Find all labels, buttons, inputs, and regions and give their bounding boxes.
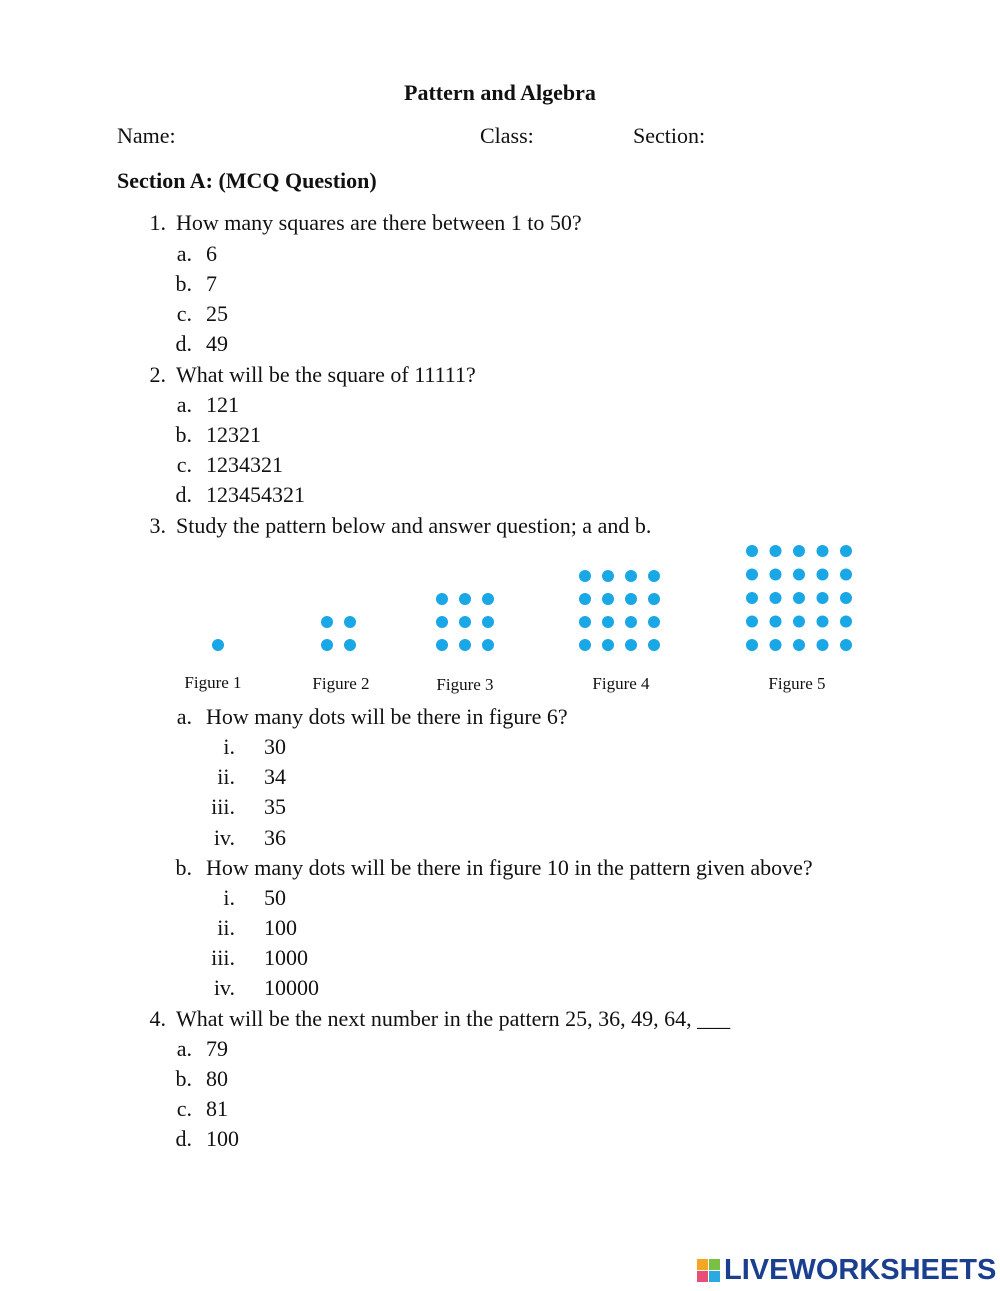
- pattern-dot: [840, 545, 852, 557]
- question-number: 4.: [149, 1006, 166, 1031]
- option-numeral: iii.: [211, 794, 235, 819]
- option-text[interactable]: 80: [206, 1066, 228, 1091]
- logo-text: LIVEWORKSHEETS: [724, 1253, 997, 1286]
- pattern-dot: [459, 639, 471, 651]
- pattern-dot: [436, 593, 448, 605]
- option-numeral: i.: [223, 885, 235, 910]
- pattern-dot: [840, 639, 852, 651]
- pattern-dot: [746, 616, 758, 628]
- question-text: What will be the next number in the pattern 25, 36, 49, 64, ___: [176, 1006, 731, 1031]
- option-letter: d.: [175, 331, 192, 356]
- figure-label: Figure 3: [436, 675, 494, 694]
- question-number: 3.: [149, 513, 166, 538]
- option-letter: d.: [175, 482, 192, 507]
- pattern-dot: [793, 569, 805, 581]
- option-letter: c.: [176, 301, 192, 326]
- pattern-dot: [840, 616, 852, 628]
- option-letter: b.: [175, 271, 192, 296]
- logo-block: [697, 1259, 708, 1270]
- figure-label: Figure 5: [768, 674, 826, 693]
- pattern-dot: [840, 569, 852, 581]
- pattern-dot: [817, 639, 829, 651]
- pattern-dot: [648, 639, 660, 651]
- logo-block: [709, 1259, 720, 1270]
- pattern-dot: [625, 593, 637, 605]
- pattern-dot: [746, 545, 758, 557]
- pattern-dot: [482, 639, 494, 651]
- option-text[interactable]: 35: [264, 794, 286, 819]
- pattern-dot: [602, 593, 614, 605]
- pattern-dot: [459, 616, 471, 628]
- pattern-dot: [793, 639, 805, 651]
- option-text[interactable]: 36: [264, 825, 286, 850]
- option-letter: b.: [175, 422, 192, 447]
- option-text[interactable]: 30: [264, 734, 286, 759]
- pattern-dot: [793, 545, 805, 557]
- pattern-dot: [579, 639, 591, 651]
- option-text[interactable]: 25: [206, 301, 228, 326]
- pattern-dot: [817, 545, 829, 557]
- pattern-dot: [344, 616, 356, 628]
- pattern-dot: [817, 569, 829, 581]
- figure-label: Figure 2: [312, 674, 370, 693]
- option-letter: b.: [175, 1066, 192, 1091]
- pattern-dot: [344, 639, 356, 651]
- subquestion-text: How many dots will be there in figure 6?: [206, 704, 568, 729]
- pattern-dot: [579, 616, 591, 628]
- question-number: 1.: [149, 210, 166, 235]
- pattern-dot: [746, 569, 758, 581]
- pattern-dot: [648, 593, 660, 605]
- pattern-dot: [321, 616, 333, 628]
- pattern-dot: [648, 616, 660, 628]
- option-text[interactable]: 7: [206, 271, 217, 296]
- subquestion-letter: b.: [175, 855, 192, 880]
- pattern-dot: [625, 570, 637, 582]
- pattern-dot: [746, 592, 758, 604]
- option-numeral: ii.: [217, 915, 235, 940]
- pattern-dot: [770, 592, 782, 604]
- option-letter: c.: [176, 1096, 192, 1121]
- option-text[interactable]: 1000: [264, 945, 308, 970]
- pattern-dot: [579, 593, 591, 605]
- option-letter: c.: [176, 452, 192, 477]
- pattern-dot: [817, 592, 829, 604]
- dot-pattern-figures: [0, 540, 1000, 700]
- pattern-dot: [793, 592, 805, 604]
- pattern-dot: [436, 616, 448, 628]
- option-text[interactable]: 12321: [206, 422, 261, 447]
- option-text[interactable]: 79: [206, 1036, 228, 1061]
- option-numeral: iv.: [213, 975, 235, 1000]
- option-text[interactable]: 34: [264, 764, 286, 789]
- pattern-dot: [482, 593, 494, 605]
- option-letter: d.: [175, 1126, 192, 1151]
- option-letter: a.: [176, 392, 192, 417]
- option-text[interactable]: 50: [264, 885, 286, 910]
- pattern-dot: [625, 616, 637, 628]
- logo-block: [697, 1271, 708, 1282]
- name-label: Name:: [117, 123, 176, 148]
- pattern-dot: [648, 570, 660, 582]
- option-text[interactable]: 1234321: [206, 452, 283, 477]
- pattern-dot: [840, 592, 852, 604]
- logo-blocks-icon: [697, 1259, 720, 1282]
- pattern-dot: [770, 569, 782, 581]
- option-text[interactable]: 10000: [264, 975, 319, 1000]
- pattern-dot: [482, 616, 494, 628]
- pattern-dot: [770, 639, 782, 651]
- pattern-dot: [602, 570, 614, 582]
- pattern-dot: [770, 545, 782, 557]
- figure-label: Figure 4: [592, 674, 650, 693]
- question-text: Study the pattern below and answer question; a and b.: [176, 513, 652, 538]
- pattern-dot: [602, 616, 614, 628]
- option-text[interactable]: 123454321: [206, 482, 305, 507]
- pattern-dot: [793, 616, 805, 628]
- option-text[interactable]: 49: [206, 331, 228, 356]
- option-numeral: iii.: [211, 945, 235, 970]
- pattern-dot: [817, 616, 829, 628]
- question-text: What will be the square of 11111?: [176, 362, 476, 387]
- subquestion-text: How many dots will be there in figure 10 in the pattern given above?: [206, 855, 813, 880]
- page-title: Pattern and Algebra: [404, 80, 596, 105]
- option-text[interactable]: 100: [264, 915, 297, 940]
- option-text[interactable]: 6: [206, 241, 217, 266]
- pattern-dot: [746, 639, 758, 651]
- pattern-dot: [602, 639, 614, 651]
- option-text[interactable]: 121: [206, 392, 239, 417]
- pattern-dot: [625, 639, 637, 651]
- question-number: 2.: [149, 362, 166, 387]
- option-numeral: iv.: [213, 825, 235, 850]
- option-numeral: i.: [223, 734, 235, 759]
- class-label: Class:: [480, 123, 534, 148]
- pattern-dot: [212, 639, 224, 651]
- option-letter: a.: [176, 241, 192, 266]
- section-label: Section:: [633, 123, 706, 148]
- option-text[interactable]: 100: [206, 1126, 239, 1151]
- pattern-dot: [436, 639, 448, 651]
- pattern-dot: [459, 593, 471, 605]
- pattern-dot: [770, 616, 782, 628]
- logo-block: [709, 1271, 720, 1282]
- question-text: How many squares are there between 1 to 50?: [176, 210, 582, 235]
- section-a-heading: Section A: (MCQ Question): [117, 168, 377, 193]
- option-letter: a.: [176, 1036, 192, 1061]
- option-numeral: ii.: [217, 764, 235, 789]
- pattern-dot: [579, 570, 591, 582]
- liveworksheets-logo[interactable]: [697, 1253, 996, 1287]
- figure-label: Figure 1: [184, 673, 242, 692]
- subquestion-letter: a.: [176, 704, 192, 729]
- option-text[interactable]: 81: [206, 1096, 228, 1121]
- pattern-dot: [321, 639, 333, 651]
